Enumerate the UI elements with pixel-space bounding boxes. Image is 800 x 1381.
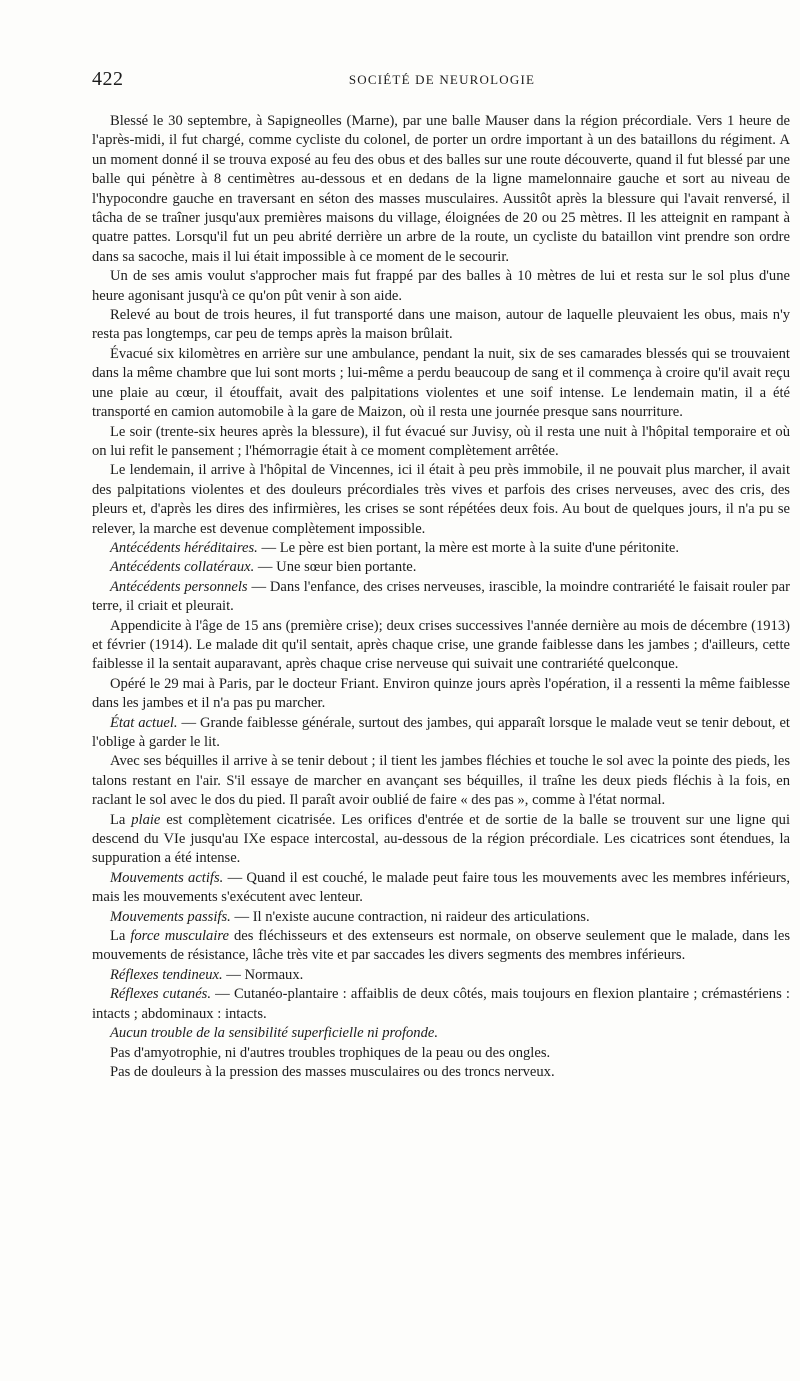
paragraph-rescue: Relevé au bout de trois heures, il fut transporté dans une maison, autour de laquelle pleuvaient les obus, mais n'y resta pas longtemps, car peu de temps après la maison brûlait. xyxy=(92,307,790,343)
section-label: Antécédents héréditaires. xyxy=(110,539,258,556)
section-label: Réflexes tendineux. xyxy=(110,966,223,983)
paragraph-collateral-history: Antécédents collatéraux. — Une sœur bien portante. xyxy=(110,559,417,576)
paragraph-tendon-reflexes: Réflexes tendineux. — Normaux. xyxy=(110,966,304,983)
paragraph-operation: Opéré le 29 mai à Paris, par le docteur Friant. Environ quinze jours après l'opération, il a ressenti la même faiblesse dans les jambes et il n'a pas pu marcher. xyxy=(92,675,790,712)
section-label: force musculaire xyxy=(130,928,230,945)
paragraph-passive-movements: Mouvements passifs. — Il n'existe aucune contraction, ni raideur des articulations. xyxy=(110,908,590,925)
paragraph-friend: Un de ses amis voulut s'approcher mais fut frappé par des balles à 10 mètres de lui et resta sur le sol plus d'une heure agonisant jusqu'à ce qu'on pût venir à son aide. xyxy=(92,268,790,304)
journal-title: SOCIÉTÉ DE NEUROLOGIE xyxy=(348,72,536,87)
section-label: Mouvements passifs. xyxy=(110,908,231,925)
paragraph-vincennes: Le lendemain, il arrive à l'hôpital de Vincennes, ici il était à peu près immobile, il ne pouvait plus marcher, il avait des palpitations violentes et des douleurs précordiales très vives et parfois des crises nerveuses, avec des cris, des pleurs et, d'après les dires des infirmières, les crises se sont répétées deux fois. Au bout de quelques jours, il n'a pu se relever, la marche est devenue complètement impossible. xyxy=(92,462,790,537)
paragraph-cutaneous-reflexes: Réflexes cutanés. — Cutanéo-plantaire : affaiblis de deux côtés, mais toujours en flexion plantaire ; crémastériens : intacts ; abdominaux : intacts. xyxy=(92,986,790,1022)
paragraph-wound-account: Blessé le 30 septembre, à Sapigneolles (Marne), par une balle Mauser dans la région précordiale. Vers 1 heure de l'après-midi, il fut chargé, comme cycliste du colonel, de porter un ordre important à un des bataillons du régiment. A un moment donné il se trouva exposé au feu des obus et des balles sur une route découverte, quand il fut blessé par une balle qui pénètre à 8 centimètres au-dessous et en dedans de la ligne mamelonnaire gauche et sort au niveau de l'hypocondre gauche en traversant en séton des masses musculaires. Aussitôt après la blessure qui l'avait renversé, il tâcha de se traîner jusqu'aux premières maisons du village, éloignées de 20 ou 25 mètres. Il les atteignit en rampant à quatre pattes. Lorsqu'il fut un peu abrité derrière un arbre de la route, un cycliste du bataillon vint prendre son ordre dans sa sacoche, mais il lui était impossible à ce moment de le secourir. xyxy=(92,113,790,265)
section-label: Réflexes cutanés. xyxy=(110,986,212,1003)
page-number: 422 xyxy=(92,68,124,90)
section-label: Mouvements actifs. xyxy=(110,869,224,886)
paragraph-juvisy: Le soir (trente-six heures après la blessure), il fut évacué sur Juvisy, où il resta une nuit à l'hôpital temporaire et où on lui refit le pansement ; l'hémorragie était à ce moment complètement arrêtée. xyxy=(92,423,790,459)
paragraph-sensibility xyxy=(92,1024,790,1043)
paragraph-muscle-strength: La force musculaire des fléchisseurs et des extenseurs est normale, on observe seulement que le malade, dans les mouvements de résistance, lâche très vite et par saccades les divers segments des membres inférieurs. xyxy=(92,928,791,964)
section-label: Antécédents collatéraux. xyxy=(110,559,255,576)
section-label: plaie xyxy=(131,811,161,828)
section-label: Aucun trouble de la sensibilité superficielle ni profonde. xyxy=(110,1025,439,1042)
paragraph-personal-history: Antécédents personnels — Dans l'enfance, des crises nerveuses, irascible, la moindre contrariété le faisait rouler par terre, il criait et pleurait. xyxy=(92,578,790,615)
paragraph-crutches: Avec ses béquilles il arrive à se tenir debout ; il tient les jambes fléchies et touche le sol avec la pointe des pieds, les talons restant en l'air. S'il essaye de marcher en avançant ses béquilles, il traîne les deux pieds fléchis à la fois, en raclant le sol avec le dos du pied. Il paraît avoir oublié de faire « des pas », comme à l'état normal. xyxy=(92,753,790,809)
paragraph-appendicitis: Appendicite à l'âge de 15 ans (première crise); deux crises successives l'année dernière au mois de décembre (1913) et février (1914). Le malade dit qu'il sentait, après chaque crise, une grande faiblesse dans les jambes ; d'ailleurs, cette faiblesse il la sentait auparavant, après chaque crise nerveuse qui suivait une contrariété quelconque. xyxy=(92,617,790,673)
paragraph-amyotrophy: Pas d'amyotrophie, ni d'autres troubles trophiques de la peau ou des ongles. xyxy=(110,1044,551,1061)
body-text xyxy=(92,112,790,1082)
paragraph-evacuation: Évacué six kilomètres en arrière sur une ambulance, pendant la nuit, six de ses camarades blessés qui se trouvaient dans la même chambre que lui sont morts ; lui-même a perdu beaucoup de sang et il commença à croire qu'il avait reçu une plaie au cœur, il étouffait, avait des palpitations violentes et une soif intense. Le lendemain matin, il a été transporté en camion automobile à la gare de Maizon, où il resta une journée presque sans nourriture. xyxy=(92,345,790,421)
paragraph-wound: La plaie est complètement cicatrisée. Les orifices d'entrée et de sortie de la balle se trouvent sur une ligne qui descend du VIe jusqu'au IXe espace intercostal, au-dessous de la région précordiale. Les cicatrices sont étendues, la suppuration a été intense. xyxy=(92,811,790,867)
paragraph-active-movements: Mouvements actifs. — Quand il est couché, le malade peut faire tous les mouvements avec les membres inférieurs, mais les mouvements s'exécutent avec lenteur. xyxy=(92,869,791,906)
paragraph-pain: Pas de douleurs à la pression des masses musculaires ou des troncs nerveux. xyxy=(110,1063,555,1080)
paragraph-hereditary-history: Antécédents héréditaires. — Le père est bien portant, la mère est morte à la suite d'une péritonite. xyxy=(110,539,680,556)
running-head xyxy=(92,68,792,92)
paragraph-current-state: État actuel. — Grande faiblesse générale, surtout des jambes, qui apparaît lorsque le malade veut se tenir debout, et l'oblige à garder le lit. xyxy=(92,714,790,750)
section-label: Antécédents personnels xyxy=(110,578,248,595)
section-label: État actuel. xyxy=(110,714,178,731)
